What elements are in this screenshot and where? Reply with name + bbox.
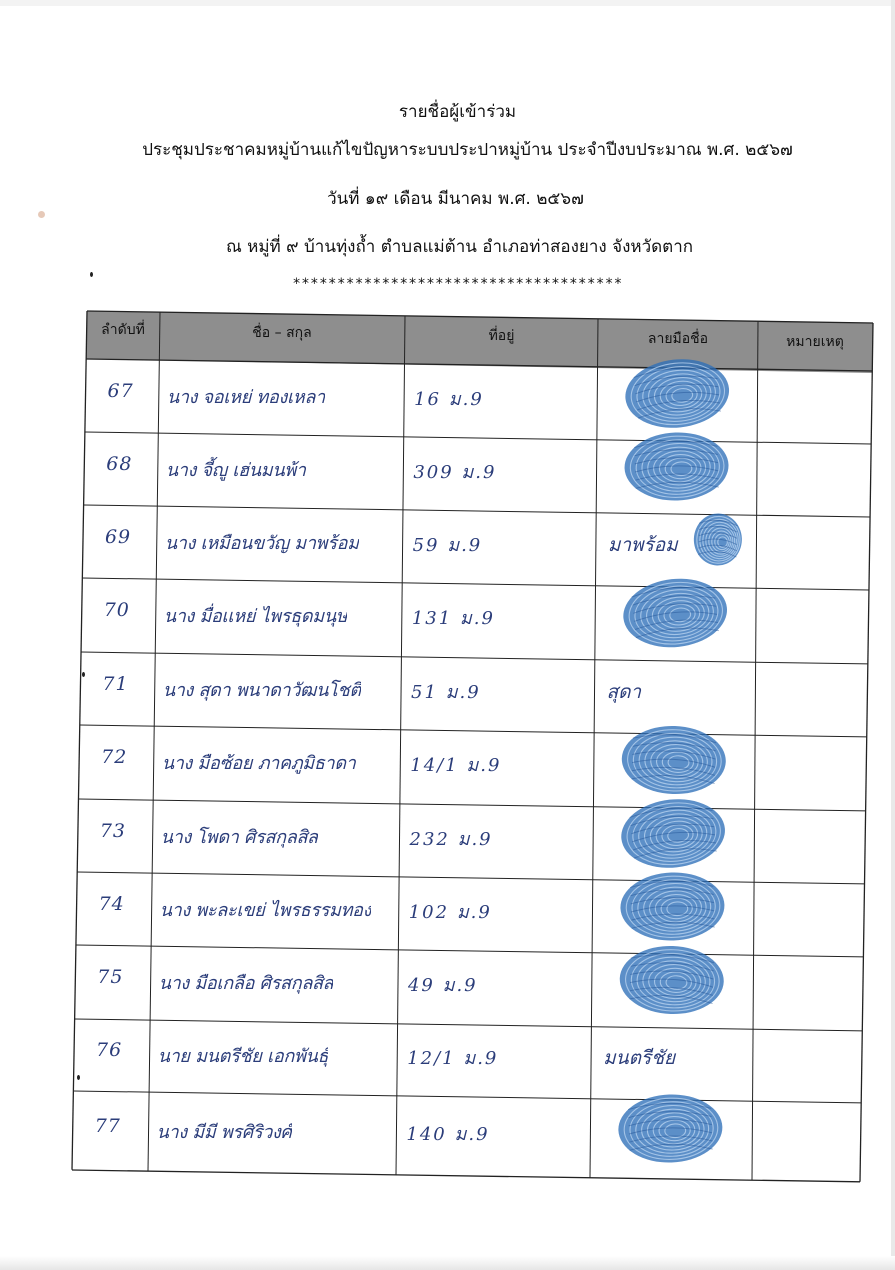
attendee-name: นาง มีมี พรศิริวงศ์ xyxy=(156,1121,292,1143)
attendee-address: 102 ม.9 xyxy=(408,901,492,923)
row-number: 67 xyxy=(107,379,134,402)
attendee-address: 59 ม.9 xyxy=(412,534,483,556)
column-header-address: ที่อยู่ xyxy=(488,328,515,344)
row-border xyxy=(76,945,863,957)
column-border xyxy=(752,321,758,1180)
fingerprint-icon xyxy=(620,574,731,652)
attendee-name: นาง จี้ญู เฮ่นมนพ้า xyxy=(165,459,306,481)
fingerprint-icon xyxy=(617,1093,723,1165)
attendee-address: 232 ม.9 xyxy=(409,828,493,850)
signature-handwriting: มาพร้อม xyxy=(607,533,678,556)
row-border xyxy=(72,1170,860,1182)
row-border xyxy=(80,725,867,737)
attendee-name: นาง มือเกลือ ศิรสกุลสิส xyxy=(158,973,334,994)
column-header-name: ชื่อ – สกุล xyxy=(252,325,312,341)
signature-handwriting: สุดา xyxy=(606,680,642,703)
row-border xyxy=(77,872,864,884)
row-number: 77 xyxy=(94,1114,121,1137)
column-border xyxy=(72,311,87,1170)
attendee-address: 51 ม.9 xyxy=(411,681,481,703)
row-number: 75 xyxy=(97,966,124,988)
column-border xyxy=(590,319,598,1178)
row-number: 72 xyxy=(101,746,128,768)
document-title: รายชื่อผู้เข้าร่วม xyxy=(398,102,517,122)
row-number: 68 xyxy=(106,452,133,475)
attendee-name: นาง เหมือนขวัญ มาพร้อม xyxy=(164,532,359,554)
row-number: 74 xyxy=(98,892,125,915)
row-number: 73 xyxy=(99,819,127,842)
attendee-name: นาง มือซ้อย ภาคภูมิธาดา xyxy=(161,753,356,774)
row-border xyxy=(75,1019,863,1031)
row-number: 71 xyxy=(102,672,129,695)
attendee-name: นาง โพดา ศิรสกุลสิส xyxy=(160,826,318,848)
meeting-location: ณ หมู่ที่ ๙ บ้านทุ่งถ้ำ ตำบลแม่ต้าน อำเภอท่าสองยาง จังหวัดตาก xyxy=(225,237,694,257)
fingerprint-icon xyxy=(693,513,743,567)
column-header-number: ลำดับที่ xyxy=(101,322,145,338)
row-border xyxy=(82,578,869,590)
attendee-address: 309 ม.9 xyxy=(413,461,497,483)
fingerprint-icon xyxy=(618,794,729,872)
column-border xyxy=(396,316,405,1175)
attendee-address: 49 ม.9 xyxy=(407,975,478,996)
row-number: 70 xyxy=(103,599,130,621)
signature-handwriting: มนตรีชัย xyxy=(603,1047,676,1069)
row-border xyxy=(81,652,868,664)
meeting-date: วันที่ ๑๙ เดือน มีนาคม พ.ศ. ๒๕๖๗ xyxy=(327,189,584,209)
row-border xyxy=(85,432,871,444)
column-header-signature: ลายมือชื่อ xyxy=(647,331,709,347)
attendee-address: 131 ม.9 xyxy=(411,608,495,629)
attendee-address: 16 ม.9 xyxy=(414,388,484,410)
attendee-name: นาง จอเหย่ ทองเหลา xyxy=(166,386,325,408)
attendee-name: นาง มื่อเเหย่ ไพรธุดมนุษ xyxy=(163,606,348,627)
attendee-address: 140 ม.9 xyxy=(406,1123,490,1145)
row-number: 76 xyxy=(96,1039,123,1061)
meeting-title: ประชุมประชาคมหมู่บ้านแก้ไขปัญหาระบบประปาหมู่บ้าน ประจำปีงบประมาณ พ.ศ. ๒๕๖๗ xyxy=(142,140,793,160)
attendee-name: นาย มนตรีชัย เอกพันธุ์ xyxy=(157,1046,329,1067)
row-number: 69 xyxy=(104,525,132,548)
attendee-address: 14/1 ม.9 xyxy=(410,755,502,776)
column-header-remark: หมายเหตุ xyxy=(786,334,844,350)
row-border xyxy=(84,505,870,517)
attendee-address: 12/1 ม.9 xyxy=(407,1048,499,1069)
row-border xyxy=(78,799,865,811)
attendee-name: นาง พะละเขย่ ไพรธรรมทอง xyxy=(159,899,372,921)
attendee-name: นาง สุดา พนาดาวัฒนโชติ xyxy=(162,679,361,701)
row-border xyxy=(73,1091,861,1103)
column-border xyxy=(860,323,873,1182)
separator-line: ************************************* xyxy=(292,276,623,292)
